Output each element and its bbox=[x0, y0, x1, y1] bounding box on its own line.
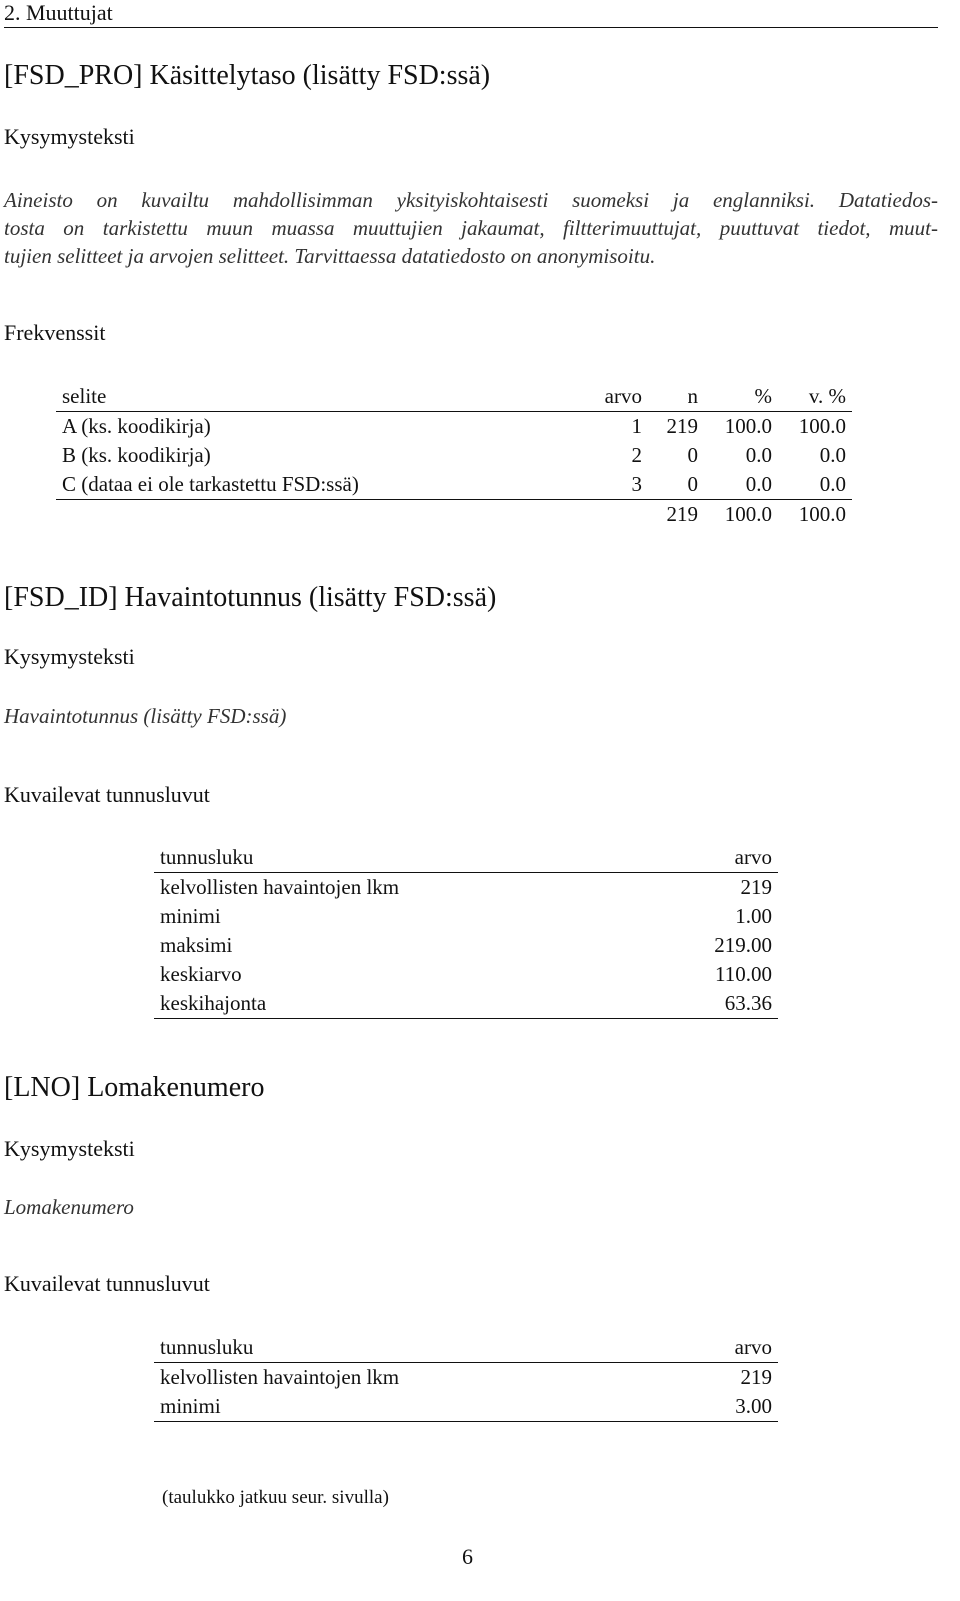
section-title-fsd-pro: [FSD_PRO] Käsittelytaso (lisätty FSD:ssä) bbox=[4, 60, 491, 91]
cell: 0.0 bbox=[745, 443, 772, 467]
col-header: arvo bbox=[606, 1333, 778, 1363]
section-title-lno: [LNO] Lomakenumero bbox=[4, 1072, 265, 1103]
table-header-row bbox=[154, 1333, 778, 1363]
table-row bbox=[56, 441, 852, 470]
table-row bbox=[56, 412, 852, 442]
cell: minimi bbox=[154, 1392, 606, 1422]
col-header: n bbox=[648, 382, 704, 412]
cell: kelvollisten havaintojen lkm bbox=[160, 1365, 400, 1389]
table-row bbox=[154, 931, 778, 960]
question-text-fsd-pro bbox=[4, 186, 938, 270]
table-row bbox=[154, 902, 778, 931]
cell: 0.0 bbox=[778, 470, 852, 500]
cell: A (ks. koodikirja) bbox=[62, 414, 211, 438]
question-line: Aineisto on kuvailtu mahdollisimman yksityiskohtaisesti suomeksi ja englanniksi. Datatiedos- bbox=[4, 188, 938, 212]
cell: 219 bbox=[740, 1365, 772, 1389]
cell: 63.36 bbox=[606, 989, 778, 1019]
continued-note: (taulukko jatkuu seur. sivulla) bbox=[162, 1487, 389, 1508]
table-row bbox=[154, 989, 778, 1019]
table-row bbox=[154, 1392, 778, 1422]
stats-table-fsd-id bbox=[154, 843, 778, 1019]
cell bbox=[56, 500, 588, 530]
col-header: tunnusluku bbox=[154, 1333, 606, 1363]
question-text-fsd-id: Havaintotunnus (lisätty FSD:ssä) bbox=[4, 704, 287, 728]
table-heading-stats-fsd-id: Kuvailevat tunnusluvut bbox=[4, 782, 210, 807]
cell: 3 bbox=[588, 470, 648, 500]
cell: 100.0 bbox=[724, 414, 772, 438]
cell: 3.00 bbox=[606, 1392, 778, 1422]
question-line: tosta on tarkistettu muun muassa muuttujien jakaumat, filtterimuuttujat, puuttuvat tiedot, muut- bbox=[4, 216, 938, 240]
page-number: 6 bbox=[462, 1544, 473, 1569]
cell: 0 bbox=[648, 470, 704, 500]
section-title-fsd-id: [FSD_ID] Havaintotunnus (lisätty FSD:ssä) bbox=[4, 582, 497, 613]
running-header: 2. Muuttujat bbox=[4, 0, 113, 25]
stats-table-lno bbox=[154, 1333, 778, 1422]
cell: 1.00 bbox=[735, 904, 772, 928]
cell: 219 bbox=[666, 502, 698, 526]
cell: keskihajonta bbox=[154, 989, 606, 1019]
cell: 100.0 bbox=[798, 502, 846, 526]
question-line: tujien selitteet ja arvojen selitteet. Tarvittaessa datatiedosto on anonymisoitu. bbox=[4, 244, 656, 268]
col-header: tunnusluku bbox=[154, 843, 606, 873]
cell: 219 bbox=[740, 875, 772, 899]
cell: minimi bbox=[160, 904, 221, 928]
question-text-lno: Lomakenumero bbox=[4, 1195, 134, 1219]
cell: keskiarvo bbox=[160, 962, 242, 986]
table-row bbox=[56, 470, 852, 500]
cell: 219 bbox=[666, 414, 698, 438]
col-header: v. % bbox=[778, 382, 852, 412]
table-total-row bbox=[56, 500, 852, 530]
table-row bbox=[154, 873, 778, 903]
table-row bbox=[154, 1363, 778, 1393]
cell: 0.0 bbox=[819, 443, 846, 467]
cell: 110.00 bbox=[715, 962, 772, 986]
col-header: % bbox=[704, 382, 778, 412]
cell: 1 bbox=[631, 414, 642, 438]
cell: C (dataa ei ole tarkastettu FSD:ssä) bbox=[56, 470, 588, 500]
col-header: selite bbox=[56, 382, 588, 412]
col-header: arvo bbox=[588, 382, 648, 412]
cell bbox=[588, 500, 648, 530]
question-heading-fsd-pro: Kysymysteksti bbox=[4, 124, 135, 149]
cell: 2 bbox=[631, 443, 642, 467]
cell: 100.0 bbox=[798, 414, 846, 438]
cell: 100.0 bbox=[724, 502, 772, 526]
cell: 0 bbox=[687, 443, 698, 467]
table-heading-stats-lno: Kuvailevat tunnusluvut bbox=[4, 1271, 210, 1296]
cell: 219.00 bbox=[714, 933, 772, 957]
table-header-row bbox=[154, 843, 778, 873]
cell: 0.0 bbox=[704, 470, 778, 500]
question-heading-lno: Kysymysteksti bbox=[4, 1136, 135, 1161]
cell: B (ks. koodikirja) bbox=[62, 443, 211, 467]
header-rule bbox=[4, 27, 938, 28]
cell: maksimi bbox=[160, 933, 233, 957]
question-heading-fsd-id: Kysymysteksti bbox=[4, 644, 135, 669]
table-header-row bbox=[56, 382, 852, 412]
col-header: arvo bbox=[606, 843, 778, 873]
table-heading-frekvenssit: Frekvenssit bbox=[4, 320, 106, 345]
table-row bbox=[154, 960, 778, 989]
frequency-table bbox=[56, 382, 852, 529]
cell: kelvollisten havaintojen lkm bbox=[160, 875, 400, 899]
